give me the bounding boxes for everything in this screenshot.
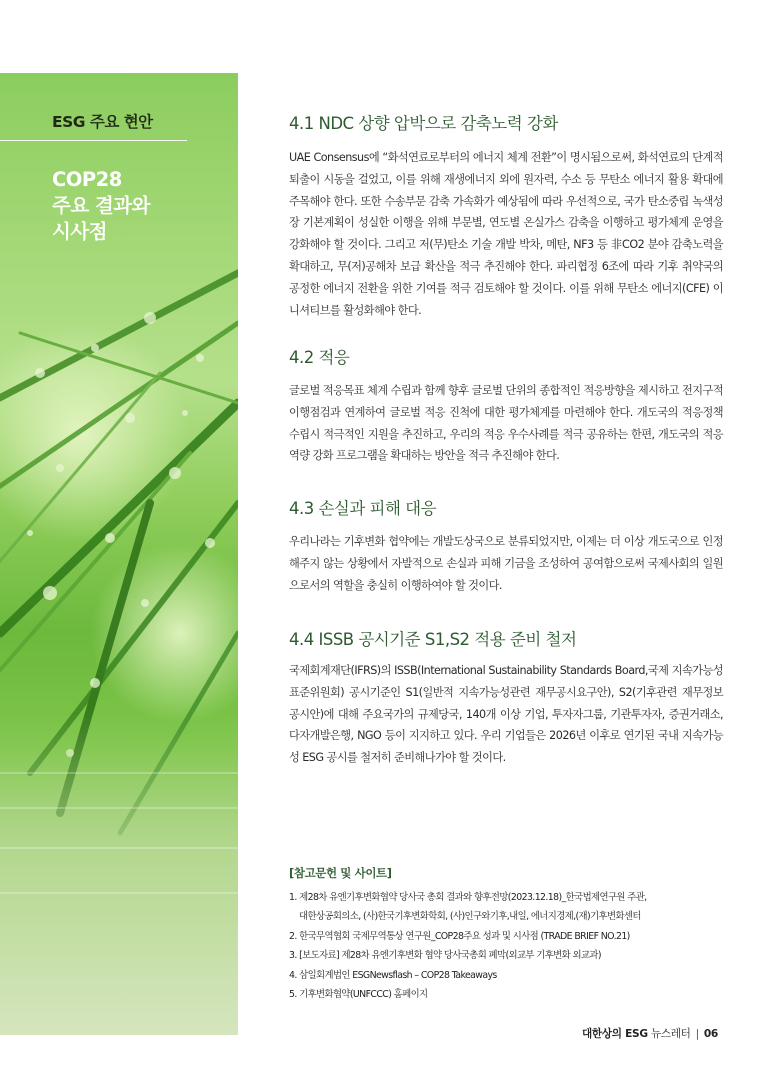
footer-label: 뉴스레터 <box>650 1028 691 1040</box>
section-kicker: ESG 주요 현안 <box>52 113 153 131</box>
section-heading: 4.1 NDC 상향 압박으로 감축노력 강화 <box>289 114 558 133</box>
reference-item: 대한상공회의소, (사)한국기후변화학회, (사)인구와기후,내일, 에너지경제,(재)기후변화센터 <box>299 911 641 923</box>
footer-separator: | <box>695 1028 699 1040</box>
section-heading: 4.4 ISSB 공시기준 S1,S2 적용 준비 철저 <box>289 630 577 649</box>
section-body: 우리나라는 기후변화 협약에는 개발도상국으로 분류되었지만, 이제는 더 이상 개도국으로 인정해주지 않는 상황에서 자발적으로 손실과 피해 기금을 조성하여 공여함으로써 국제사회의 일원으로서의 역할을 충실히 이행하여야 할 것이다. <box>289 535 723 592</box>
kicker-divider <box>0 140 187 141</box>
sidebar-photo-panel <box>0 73 238 1035</box>
section-heading: 4.3 손실과 피해 대응 <box>289 499 437 518</box>
section-body: UAE Consensus에 “화석연료로부터의 에너지 체계 전환”이 명시됨으로써, 화석연료의 단계적 퇴출이 시동을 걸었고, 이를 위해 재생에너지 외에 원자력, 수소 등 무탄소 에너지 활용 확대에 주목해야 한다. 또한 수송부문 감축 가속화가 예상됨에 따라 우선적으로, 국가 탄소중립 녹색성장 기본계획이 성실한 이행을 위해 부문별, 연도별 온실가스 감축을 이행하고 평가체계 운영을 강화해야 할 것이다. 그리고 저(무)탄소 기술 개발 박차, 메탄, NF3 등 非CO2 분야 감축노력을 확대하고, 무(저)공해차 보급 확산을 적극 추진해야 한다. 파리협정 6조에 따라 기후 취약국의 공정한 에너지 전환을 위한 기여를 적극 검토해야 할 것이다. 이를 위해 무탄소 에너지(CFE) 이니셔티브를 활성화해야 한다. <box>289 151 723 317</box>
reference-item: 3. [보도자료] 제28차 유엔기후변화 협약 당사국총회 폐막(외교부 기후변화 외교과) <box>289 950 601 962</box>
reference-item: 1. 제28차 유엔기후변화협약 당사국 총회 결과와 향후전망(2023.12.18)_한국법제연구원 주관, <box>289 892 647 903</box>
sidebar-title: COP28 주요 결과와 시사점 <box>52 168 150 243</box>
reference-item: 2. 한국무역협회 국제무역통상 연구원_COP28주요 성과 및 시사점 (TRADE BRIEF NO.21) <box>289 930 630 942</box>
page-number: 06 <box>703 1028 718 1040</box>
reference-item: 4. 삼일회계법인 ESGNewsflash – COP28 Takeaways <box>289 969 497 981</box>
section-heading: 4.2 적응 <box>289 348 350 367</box>
page-footer <box>582 1026 718 1041</box>
footer-publication: 대한상의 ESG <box>581 1028 648 1040</box>
reference-item: 5. 기후변화협약(UNFCCC) 홈페이지 <box>289 989 428 1001</box>
section-body: 국제회계재단(IFRS)의 ISSB(International Sustainability Standards Board,국제 지속가능성 표준위원회) 공시기준인 S1(일반적 지속가능성관련 재무공시요구안), S2(기후관련 재무정보 공시안)에 대해 주요국가의 규제당국, 140개 이상 기업, 투자자그룹, 기관투자자, 증권거래소, 다자개발은행, NGO 등이 지지하고 있다. 우리 기업들은 2026년 이후로 연기된 국내 지속가능성 ESG 공시를 철저히 준비해나가야 할 것이다. <box>289 664 723 765</box>
references-title: [참고문헌 및 사이트] <box>289 866 392 880</box>
references-list <box>289 888 729 1004</box>
section-body: 글로벌 적응목표 체계 수립과 함께 향후 글로벌 단위의 종합적인 적응방향을 제시하고 전지구적 이행점검과 연계하여 글로벌 적응 진척에 대한 평가체계를 마련해야 한다. 개도국의 적응정책 수립시 적극적인 지원을 추진하고, 우리의 적응 우수사례를 적극 공유하는 한편, 개도국의 적응 역량 강화 프로그램을 확대하는 방안을 적극 추진해야 한다. <box>289 384 723 463</box>
